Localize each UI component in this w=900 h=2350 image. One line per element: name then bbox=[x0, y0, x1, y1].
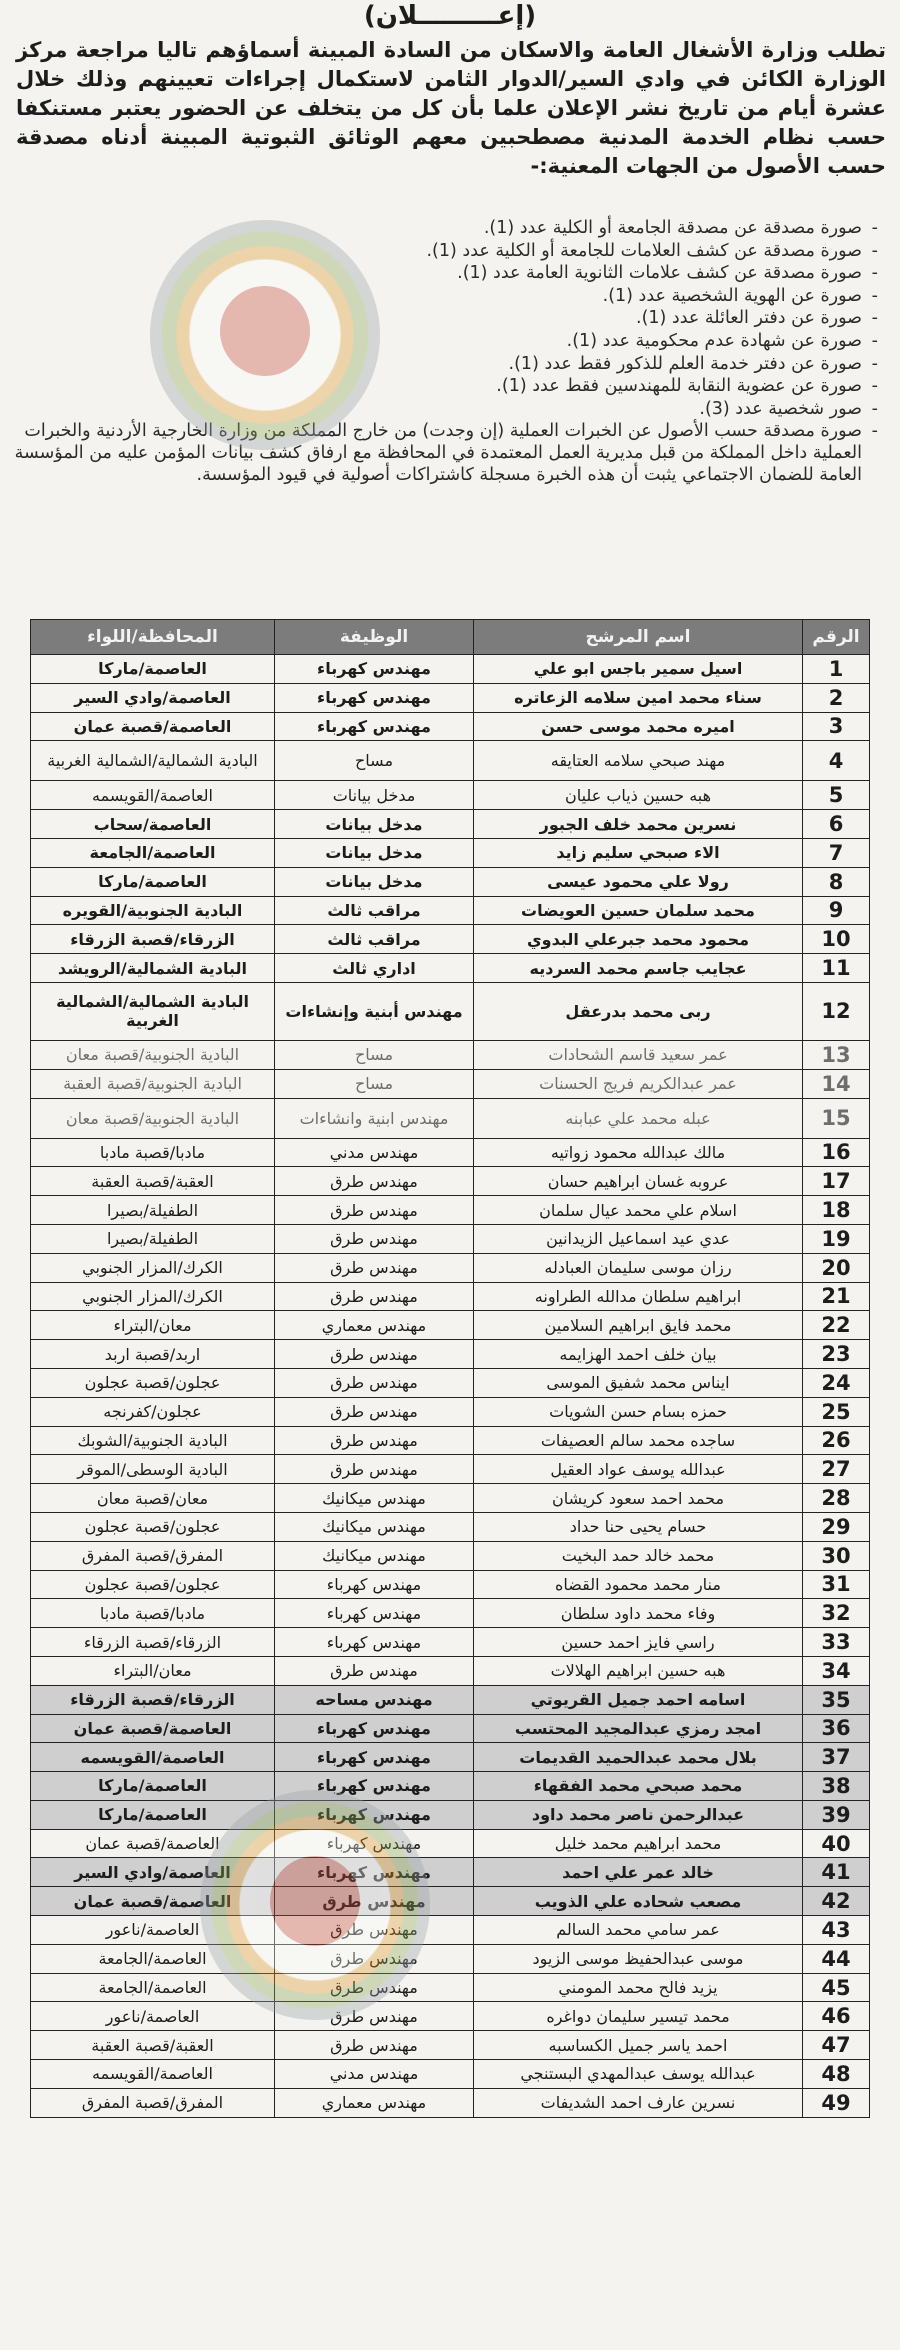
table-body bbox=[31, 655, 870, 2118]
candidate-name: امجد رمزي عبدالمجيد المحتسب bbox=[474, 1714, 803, 1743]
table-row bbox=[31, 655, 870, 684]
job-title: مهندس كهرباء bbox=[275, 1570, 474, 1599]
governorate: المفرق/قصبة المفرق bbox=[31, 1541, 275, 1570]
job-title: مهندس طرق bbox=[275, 1282, 474, 1311]
governorate: البادية الشمالية/الشمالية الغربية bbox=[31, 982, 275, 1040]
row-number: 20 bbox=[803, 1253, 870, 1282]
document-item: - صورة مصدقة عن كشف علامات الثانوية العامة عدد (1). bbox=[2, 262, 862, 285]
candidate-name: هبه حسين ابراهيم الهلالات bbox=[474, 1656, 803, 1685]
job-title: مهندس كهرباء bbox=[275, 1858, 474, 1887]
row-number: 38 bbox=[803, 1772, 870, 1801]
governorate: الكرك/المزار الجنوبي bbox=[31, 1253, 275, 1282]
candidate-name: اسامه احمد جميل القريوتي bbox=[474, 1685, 803, 1714]
document-item: - صورة مصدقة عن مصدقة الجامعة أو الكلية عدد (1). bbox=[2, 217, 862, 240]
job-title: مهندس طرق bbox=[275, 1426, 474, 1455]
job-title: مهندس طرق bbox=[275, 1944, 474, 1973]
candidate-name: يزيد فالح محمد المومني bbox=[474, 1973, 803, 2002]
table-row bbox=[31, 1484, 870, 1513]
governorate: العقبة/قصبة العقبة bbox=[31, 1167, 275, 1196]
job-title: مهندس ميكانيك bbox=[275, 1512, 474, 1541]
table-row bbox=[31, 1455, 870, 1484]
candidate-name: عمر عبدالكريم فريج الحسنات bbox=[474, 1069, 803, 1098]
governorate: البادية الجنوبية/قصبة معان bbox=[31, 1040, 275, 1069]
row-number: 45 bbox=[803, 1973, 870, 2002]
job-title: مهندس طرق bbox=[275, 2002, 474, 2031]
governorate: البادية الجنوبية/قصبة معان bbox=[31, 1098, 275, 1138]
governorate: العاصمة/القويسمه bbox=[31, 1743, 275, 1772]
table-row bbox=[31, 1040, 870, 1069]
candidate-name: عمر سامي محمد السالم bbox=[474, 1916, 803, 1945]
governorate: المفرق/قصبة المفرق bbox=[31, 2088, 275, 2117]
table-row bbox=[31, 1282, 870, 1311]
candidate-name: عمر سعيد قاسم الشحادات bbox=[474, 1040, 803, 1069]
governorate: العاصمة/ماركا bbox=[31, 1800, 275, 1829]
candidate-name: بلال محمد عبدالحميد القديمات bbox=[474, 1743, 803, 1772]
governorate: الزرقاء/قصبة الزرقاء bbox=[31, 1685, 275, 1714]
job-title: اداري ثالث bbox=[275, 954, 474, 983]
job-title: مهندس طرق bbox=[275, 1887, 474, 1916]
document-item: - صورة عن عضوية النقابة للمهندسين فقط عدد (1). bbox=[2, 375, 862, 398]
row-number: 21 bbox=[803, 1282, 870, 1311]
governorate: العاصمة/القويسمه bbox=[31, 2060, 275, 2089]
candidate-name: مصعب شحاده علي الذويب bbox=[474, 1887, 803, 1916]
row-number: 48 bbox=[803, 2060, 870, 2089]
candidate-name: موسى عبدالحفيظ موسى الزيود bbox=[474, 1944, 803, 1973]
candidate-name: رولا علي محمود عيسى bbox=[474, 867, 803, 896]
table-row bbox=[31, 1426, 870, 1455]
governorate: العاصمة/وادي السير bbox=[31, 1858, 275, 1887]
governorate: البادية الشمالية/الشمالية الغربية bbox=[31, 741, 275, 781]
governorate: العاصمة/الجامعة bbox=[31, 838, 275, 867]
job-title: مهندس طرق bbox=[275, 2031, 474, 2060]
job-title: مساح bbox=[275, 1040, 474, 1069]
table-row bbox=[31, 1570, 870, 1599]
table-row bbox=[31, 896, 870, 925]
document-item: - صورة عن دفتر خدمة العلم للذكور فقط عدد (1). bbox=[2, 353, 862, 376]
governorate: العاصمة/قصبة عمان bbox=[31, 1714, 275, 1743]
job-title: مهندس ابنية وانشاءات bbox=[275, 1098, 474, 1138]
table-row bbox=[31, 1224, 870, 1253]
table-row bbox=[31, 1916, 870, 1945]
governorate: الزرقاء/قصبة الزرقاء bbox=[31, 1628, 275, 1657]
governorate: مادبا/قصبة مادبا bbox=[31, 1138, 275, 1167]
governorate: الطفيلة/بصيرا bbox=[31, 1224, 275, 1253]
row-number: 43 bbox=[803, 1916, 870, 1945]
candidate-name: عروبه غسان ابراهيم حسان bbox=[474, 1167, 803, 1196]
row-number: 34 bbox=[803, 1656, 870, 1685]
table-row bbox=[31, 1800, 870, 1829]
governorate: العقبة/قصبة العقبة bbox=[31, 2031, 275, 2060]
candidate-name: عبدالله يوسف عبدالمهدي البستنجي bbox=[474, 2060, 803, 2089]
table-row bbox=[31, 867, 870, 896]
table-row bbox=[31, 1628, 870, 1657]
governorate: البادية الوسطى/الموقر bbox=[31, 1455, 275, 1484]
table-row bbox=[31, 1743, 870, 1772]
table-row bbox=[31, 712, 870, 741]
governorate: عجلون/كفرنجه bbox=[31, 1397, 275, 1426]
table-row bbox=[31, 1541, 870, 1570]
table-row bbox=[31, 1311, 870, 1340]
governorate: العاصمة/الجامعة bbox=[31, 1944, 275, 1973]
candidate-name: رزان موسى سليمان العبادله bbox=[474, 1253, 803, 1282]
job-title: مدخل بيانات bbox=[275, 838, 474, 867]
table-row bbox=[31, 1829, 870, 1858]
candidate-name: مهند صبحي سلامه العتايقه bbox=[474, 741, 803, 781]
job-title: مساح bbox=[275, 741, 474, 781]
table-row bbox=[31, 1973, 870, 2002]
governorate: البادية الشمالية/الرويشد bbox=[31, 954, 275, 983]
row-number: 5 bbox=[803, 781, 870, 810]
table-row bbox=[31, 1599, 870, 1628]
table-row bbox=[31, 925, 870, 954]
job-title: مهندس كهرباء bbox=[275, 1714, 474, 1743]
table-row bbox=[31, 1167, 870, 1196]
governorate: العاصمة/ناعور bbox=[31, 2002, 275, 2031]
candidate-name: راسي فايز احمد حسين bbox=[474, 1628, 803, 1657]
table-row bbox=[31, 1685, 870, 1714]
row-number: 11 bbox=[803, 954, 870, 983]
row-number: 4 bbox=[803, 741, 870, 781]
header-job: الوظيفة bbox=[275, 620, 474, 655]
row-number: 1 bbox=[803, 655, 870, 684]
document-item: - صورة عن الهوية الشخصية عدد (1). bbox=[2, 285, 862, 308]
table-row bbox=[31, 1656, 870, 1685]
row-number: 24 bbox=[803, 1368, 870, 1397]
header-name: اسم المرشح bbox=[474, 620, 803, 655]
candidate-name: محمود محمد جبرعلي البدوي bbox=[474, 925, 803, 954]
table-row bbox=[31, 954, 870, 983]
document-item: - صورة عن دفتر العائلة عدد (1). bbox=[2, 307, 862, 330]
row-number: 17 bbox=[803, 1167, 870, 1196]
candidate-name: اميره محمد موسى حسن bbox=[474, 712, 803, 741]
job-title: مهندس طرق bbox=[275, 1973, 474, 2002]
candidate-name: عبدالله يوسف عواد العقيل bbox=[474, 1455, 803, 1484]
table-row bbox=[31, 741, 870, 781]
announcement-intro: تطلب وزارة الأشغال العامة والاسكان من السادة المبينة أسماؤهم تاليا مراجعة مركز الوزارة الكائن في وادي السير/الدوار الثامن لاستكمال إجراءات تعيينهم وذلك خلال عشرة أيام من تاريخ نشر الإعلان علما بأن كل من يتخلف عن الحضور يعتبر مستنكفا حسب نظام الخدمة المدنية مصطحبين معهم الوثائق الثبوتية المبينة أدناه مصدقة حسب الأصول من الجهات المعنية:- bbox=[16, 38, 886, 178]
row-number: 8 bbox=[803, 867, 870, 896]
job-title: مهندس كهرباء bbox=[275, 655, 474, 684]
row-number: 31 bbox=[803, 1570, 870, 1599]
job-title: مهندس كهرباء bbox=[275, 1772, 474, 1801]
governorate: العاصمة/ماركا bbox=[31, 1772, 275, 1801]
job-title: مهندس طرق bbox=[275, 1916, 474, 1945]
job-title: مهندس طرق bbox=[275, 1253, 474, 1282]
candidate-name: محمد فايق ابراهيم السلامين bbox=[474, 1311, 803, 1340]
candidate-name: حسام يحيى حنا حداد bbox=[474, 1512, 803, 1541]
job-title: مهندس كهرباء bbox=[275, 1829, 474, 1858]
row-number: 27 bbox=[803, 1455, 870, 1484]
candidate-name: محمد صبحي محمد الفقهاء bbox=[474, 1772, 803, 1801]
row-number: 7 bbox=[803, 838, 870, 867]
candidate-name: بيان خلف احمد الهزايمه bbox=[474, 1340, 803, 1369]
row-number: 16 bbox=[803, 1138, 870, 1167]
governorate: الزرقاء/قصبة الزرقاء bbox=[31, 925, 275, 954]
row-number: 23 bbox=[803, 1340, 870, 1369]
table-row bbox=[31, 1772, 870, 1801]
job-title: مهندس كهرباء bbox=[275, 1599, 474, 1628]
table-row bbox=[31, 1098, 870, 1138]
governorate: الطفيلة/بصيرا bbox=[31, 1196, 275, 1225]
governorate: الكرك/المزار الجنوبي bbox=[31, 1282, 275, 1311]
row-number: 2 bbox=[803, 683, 870, 712]
candidate-name: نسرين عارف احمد الشديفات bbox=[474, 2088, 803, 2117]
row-number: 33 bbox=[803, 1628, 870, 1657]
table-row bbox=[31, 1944, 870, 1973]
candidate-name: وفاء محمد داود سلطان bbox=[474, 1599, 803, 1628]
governorate: العاصمة/قصبة عمان bbox=[31, 1829, 275, 1858]
governorate: عجلون/قصبة عجلون bbox=[31, 1368, 275, 1397]
table-row bbox=[31, 2002, 870, 2031]
governorate: العاصمة/وادي السير bbox=[31, 683, 275, 712]
job-title: مهندس طرق bbox=[275, 1340, 474, 1369]
candidate-name: عدي عيد اسماعيل الزيدانين bbox=[474, 1224, 803, 1253]
candidates-table bbox=[30, 619, 870, 2118]
job-title: مهندس طرق bbox=[275, 1196, 474, 1225]
row-number: 10 bbox=[803, 925, 870, 954]
row-number: 32 bbox=[803, 1599, 870, 1628]
document-item: - صورة مصدقة عن كشف العلامات للجامعة أو الكلية عدد (1). bbox=[2, 240, 862, 263]
candidate-name: ربى محمد بدرعقل bbox=[474, 982, 803, 1040]
governorate: العاصمة/قصبة عمان bbox=[31, 1887, 275, 1916]
row-number: 9 bbox=[803, 896, 870, 925]
candidate-name: محمد ابراهيم محمد خليل bbox=[474, 1829, 803, 1858]
governorate: العاصمة/ماركا bbox=[31, 867, 275, 896]
candidate-name: عبدالرحمن ناصر محمد داود bbox=[474, 1800, 803, 1829]
table-row bbox=[31, 1714, 870, 1743]
governorate: البادية الجنوبية/قصبة العقبة bbox=[31, 1069, 275, 1098]
job-title: مراقب ثالث bbox=[275, 925, 474, 954]
candidate-name: احمد ياسر جميل الكساسبه bbox=[474, 2031, 803, 2060]
job-title: مهندس ميكانيك bbox=[275, 1541, 474, 1570]
job-title: مراقب ثالث bbox=[275, 896, 474, 925]
row-number: 22 bbox=[803, 1311, 870, 1340]
table-row bbox=[31, 1340, 870, 1369]
table-row bbox=[31, 1858, 870, 1887]
candidate-name: مالك عبدالله محمود زواتيه bbox=[474, 1138, 803, 1167]
governorate: عجلون/قصبة عجلون bbox=[31, 1570, 275, 1599]
row-number: 26 bbox=[803, 1426, 870, 1455]
job-title: مهندس كهرباء bbox=[275, 1628, 474, 1657]
candidate-name: نسرين محمد خلف الجبور bbox=[474, 810, 803, 839]
table-row bbox=[31, 838, 870, 867]
job-title: مهندس كهرباء bbox=[275, 683, 474, 712]
governorate: العاصمة/الجامعة bbox=[31, 1973, 275, 2002]
candidate-name: الاء صبحي سليم زايد bbox=[474, 838, 803, 867]
governorate: البادية الجنوبية/الشوبك bbox=[31, 1426, 275, 1455]
job-title: مهندس معماري bbox=[275, 2088, 474, 2117]
table-row bbox=[31, 1196, 870, 1225]
row-number: 28 bbox=[803, 1484, 870, 1513]
governorate: العاصمة/ناعور bbox=[31, 1916, 275, 1945]
row-number: 49 bbox=[803, 2088, 870, 2117]
header-gov: المحافظة/اللواء bbox=[31, 620, 275, 655]
job-title: مهندس كهرباء bbox=[275, 1743, 474, 1772]
row-number: 13 bbox=[803, 1040, 870, 1069]
table-row bbox=[31, 1069, 870, 1098]
table-row bbox=[31, 810, 870, 839]
candidate-name: عبله محمد علي عبابنه bbox=[474, 1098, 803, 1138]
table-row bbox=[31, 1253, 870, 1282]
job-title: مهندس أبنية وإنشاءات bbox=[275, 982, 474, 1040]
table-row bbox=[31, 1887, 870, 1916]
governorate: معان/البتراء bbox=[31, 1656, 275, 1685]
candidate-name: ساجده محمد سالم العصيفات bbox=[474, 1426, 803, 1455]
row-number: 44 bbox=[803, 1944, 870, 1973]
table-row bbox=[31, 982, 870, 1040]
row-number: 42 bbox=[803, 1887, 870, 1916]
candidate-name: خالد عمر علي احمد bbox=[474, 1858, 803, 1887]
job-title: مساح bbox=[275, 1069, 474, 1098]
candidate-name: اسلام علي محمد عيال سلمان bbox=[474, 1196, 803, 1225]
job-title: مهندس طرق bbox=[275, 1397, 474, 1426]
job-title: مهندس ميكانيك bbox=[275, 1484, 474, 1513]
governorate: البادية الجنوبية/القويره bbox=[31, 896, 275, 925]
row-number: 18 bbox=[803, 1196, 870, 1225]
row-number: 19 bbox=[803, 1224, 870, 1253]
row-number: 6 bbox=[803, 810, 870, 839]
governorate: العاصمة/سحاب bbox=[31, 810, 275, 839]
row-number: 30 bbox=[803, 1541, 870, 1570]
governorate: العاصمة/قصبة عمان bbox=[31, 712, 275, 741]
table-row bbox=[31, 1512, 870, 1541]
governorate: اربد/قصبة اربد bbox=[31, 1340, 275, 1369]
row-number: 40 bbox=[803, 1829, 870, 1858]
job-title: مدخل بيانات bbox=[275, 867, 474, 896]
table-row bbox=[31, 2088, 870, 2117]
job-title: مهندس طرق bbox=[275, 1455, 474, 1484]
job-title: مهندس كهرباء bbox=[275, 712, 474, 741]
candidate-name: سناء محمد امين سلامه الزعاتره bbox=[474, 683, 803, 712]
candidate-name: محمد خالد حمد البخيت bbox=[474, 1541, 803, 1570]
document-item: - صورة عن شهادة عدم محكومية عدد (1). bbox=[2, 330, 862, 353]
row-number: 37 bbox=[803, 1743, 870, 1772]
row-number: 3 bbox=[803, 712, 870, 741]
candidate-name: ايناس محمد شفيق الموسى bbox=[474, 1368, 803, 1397]
document-item: - صورة مصدقة حسب الأصول عن الخبرات العملية (إن وجدت) من خارج المملكة من وزارة الخارجية الأردنية والخبرات العملية داخل المملكة من قبل مديرية العمل المعتمدة في المحافظة مع ارفاق كشف بيانات المؤمن عليه من المؤسسة العامة للضمان الاجتماعي يثبت أن هذه الخبرة مسجلة كاشتراكات أصولية في قيود المؤسسة. bbox=[2, 420, 862, 486]
job-title: مدخل بيانات bbox=[275, 781, 474, 810]
governorate: مادبا/قصبة مادبا bbox=[31, 1599, 275, 1628]
candidate-name: منار محمد محمود القضاه bbox=[474, 1570, 803, 1599]
document-item: - صور شخصية عدد (3). bbox=[2, 398, 862, 421]
job-title: مهندس مدني bbox=[275, 1138, 474, 1167]
job-title: مهندس مساحه bbox=[275, 1685, 474, 1714]
candidate-name: محمد احمد سعود كريشان bbox=[474, 1484, 803, 1513]
row-number: 12 bbox=[803, 982, 870, 1040]
table-row bbox=[31, 2060, 870, 2089]
job-title: مهندس معماري bbox=[275, 1311, 474, 1340]
job-title: مهندس طرق bbox=[275, 1656, 474, 1685]
header-num: الرقم bbox=[803, 620, 870, 655]
candidate-name: اسيل سمير باجس ابو علي bbox=[474, 655, 803, 684]
job-title: مهندس طرق bbox=[275, 1167, 474, 1196]
table-row bbox=[31, 781, 870, 810]
candidate-name: محمد سلمان حسين العويضات bbox=[474, 896, 803, 925]
table-row bbox=[31, 683, 870, 712]
row-number: 41 bbox=[803, 1858, 870, 1887]
candidate-name: عجايب جاسم محمد السرديه bbox=[474, 954, 803, 983]
job-title: مهندس طرق bbox=[275, 1224, 474, 1253]
candidate-name: محمد تيسير سليمان دواغره bbox=[474, 2002, 803, 2031]
job-title: مهندس طرق bbox=[275, 1368, 474, 1397]
table-row bbox=[31, 2031, 870, 2060]
candidate-name: هبه حسين ذياب عليان bbox=[474, 781, 803, 810]
table-row bbox=[31, 1138, 870, 1167]
row-number: 47 bbox=[803, 2031, 870, 2060]
required-documents-list bbox=[2, 217, 880, 486]
row-number: 35 bbox=[803, 1685, 870, 1714]
table-header-row bbox=[31, 620, 870, 655]
table-row bbox=[31, 1368, 870, 1397]
job-title: مدخل بيانات bbox=[275, 810, 474, 839]
candidate-name: حمزه بسام حسن الشويات bbox=[474, 1397, 803, 1426]
table-row bbox=[31, 1397, 870, 1426]
governorate: معان/قصبة معان bbox=[31, 1484, 275, 1513]
governorate: العاصمة/القويسمه bbox=[31, 781, 275, 810]
announcement-title: (إعـــــــــلان) bbox=[363, 1, 537, 31]
governorate: معان/البتراء bbox=[31, 1311, 275, 1340]
candidate-name: ابراهيم سلطان مدالله الطراونه bbox=[474, 1282, 803, 1311]
row-number: 39 bbox=[803, 1800, 870, 1829]
job-title: مهندس كهرباء bbox=[275, 1800, 474, 1829]
row-number: 25 bbox=[803, 1397, 870, 1426]
row-number: 29 bbox=[803, 1512, 870, 1541]
row-number: 15 bbox=[803, 1098, 870, 1138]
row-number: 14 bbox=[803, 1069, 870, 1098]
row-number: 36 bbox=[803, 1714, 870, 1743]
governorate: عجلون/قصبة عجلون bbox=[31, 1512, 275, 1541]
governorate: العاصمة/ماركا bbox=[31, 655, 275, 684]
job-title: مهندس مدني bbox=[275, 2060, 474, 2089]
row-number: 46 bbox=[803, 2002, 870, 2031]
